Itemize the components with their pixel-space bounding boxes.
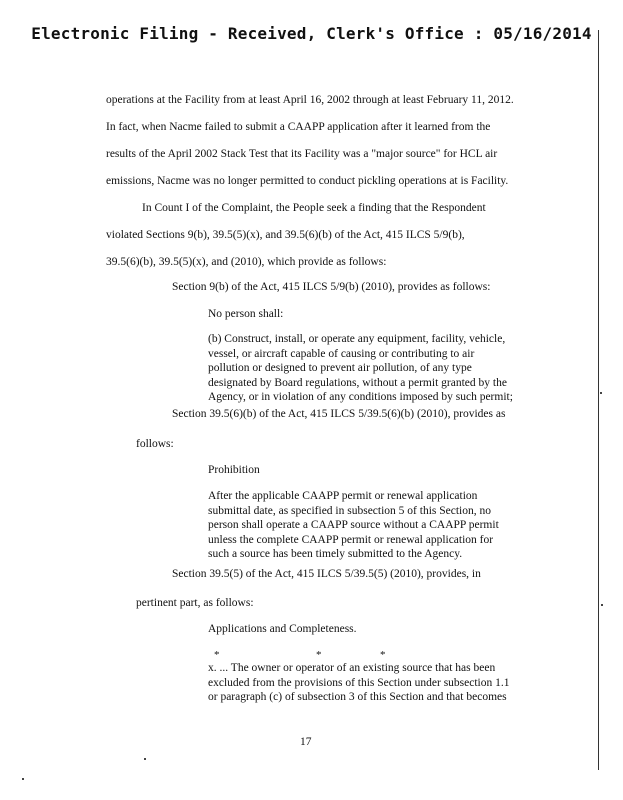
section3955-intro-cont: pertinent part, as follows:: [136, 597, 254, 609]
section3956-intro-cont: follows:: [136, 438, 174, 450]
section3955-heading: Applications and Completeness.: [208, 623, 357, 635]
filing-header: Electronic Filing - Received, Clerk's Office : 05/16/2014: [31, 24, 592, 43]
page-number: 17: [300, 736, 312, 748]
star: *: [380, 649, 386, 661]
para2-line-3: 39.5(6)(b), 39.5(5)(x), and (2010), which provide as follows:: [106, 256, 387, 268]
scan-speck: [144, 758, 146, 760]
para1-line-3: results of the April 2002 Stack Test that its Facility was a "major source" for HCL air: [106, 148, 498, 160]
para2-line-1: In Count I of the Complaint, the People seek a finding that the Respondent: [142, 202, 486, 214]
section9-heading: No person shall:: [208, 308, 284, 320]
scan-speck: [601, 604, 603, 606]
section3955-intro: Section 39.5(5) of the Act, 415 ILCS 5/39.5(5) (2010), provides, in: [172, 568, 481, 580]
para1-line-2: In fact, when Nacme failed to submit a CAAPP application after it learned from the: [106, 121, 491, 133]
section9-text: (b) Construct, install, or operate any equipment, facility, vehicle, vessel, or aircraft capable of causing or contributing to air pollution or designed to prevent air pollution, of any type designated by Board regulations, without a permit granted by the Agency, or in violation of any conditions imposed by such permit;: [208, 333, 513, 403]
scan-speck: [22, 778, 24, 780]
scan-speck: [600, 392, 602, 394]
section3956-text: After the applicable CAAPP permit or renewal application submittal date, as specified in subsection 5 of this Section, no person shall operate a CAAPP source without a CAAPP permit unless the complete CAAPP permit or renewal application for such a source has been timely submitted to the Agency.: [208, 490, 499, 560]
para1-line-1: operations at the Facility from at least April 16, 2002 through at least February 11, 2012.: [106, 94, 514, 106]
section3956-heading: Prohibition: [208, 464, 260, 476]
scan-edge-line: [598, 30, 599, 770]
section9-intro: Section 9(b) of the Act, 415 ILCS 5/9(b) (2010), provides as follows:: [172, 281, 491, 293]
para1-line-4: emissions, Nacme was no longer permitted to conduct pickling operations at is Facility.: [106, 175, 509, 187]
star: *: [214, 649, 220, 661]
star: *: [316, 649, 322, 661]
section3955-text: x. ... The owner or operator of an existing source that has been excluded from the provisions of this Section under subsection 1.1 or paragraph (c) of subsection 3 of this Section and that becomes: [208, 662, 510, 703]
para2-line-2: violated Sections 9(b), 39.5(5)(x), and 39.5(6)(b) of the Act, 415 ILCS 5/9(b),: [106, 229, 465, 241]
section3956-intro: Section 39.5(6)(b) of the Act, 415 ILCS 5/39.5(6)(b) (2010), provides as: [172, 408, 506, 420]
